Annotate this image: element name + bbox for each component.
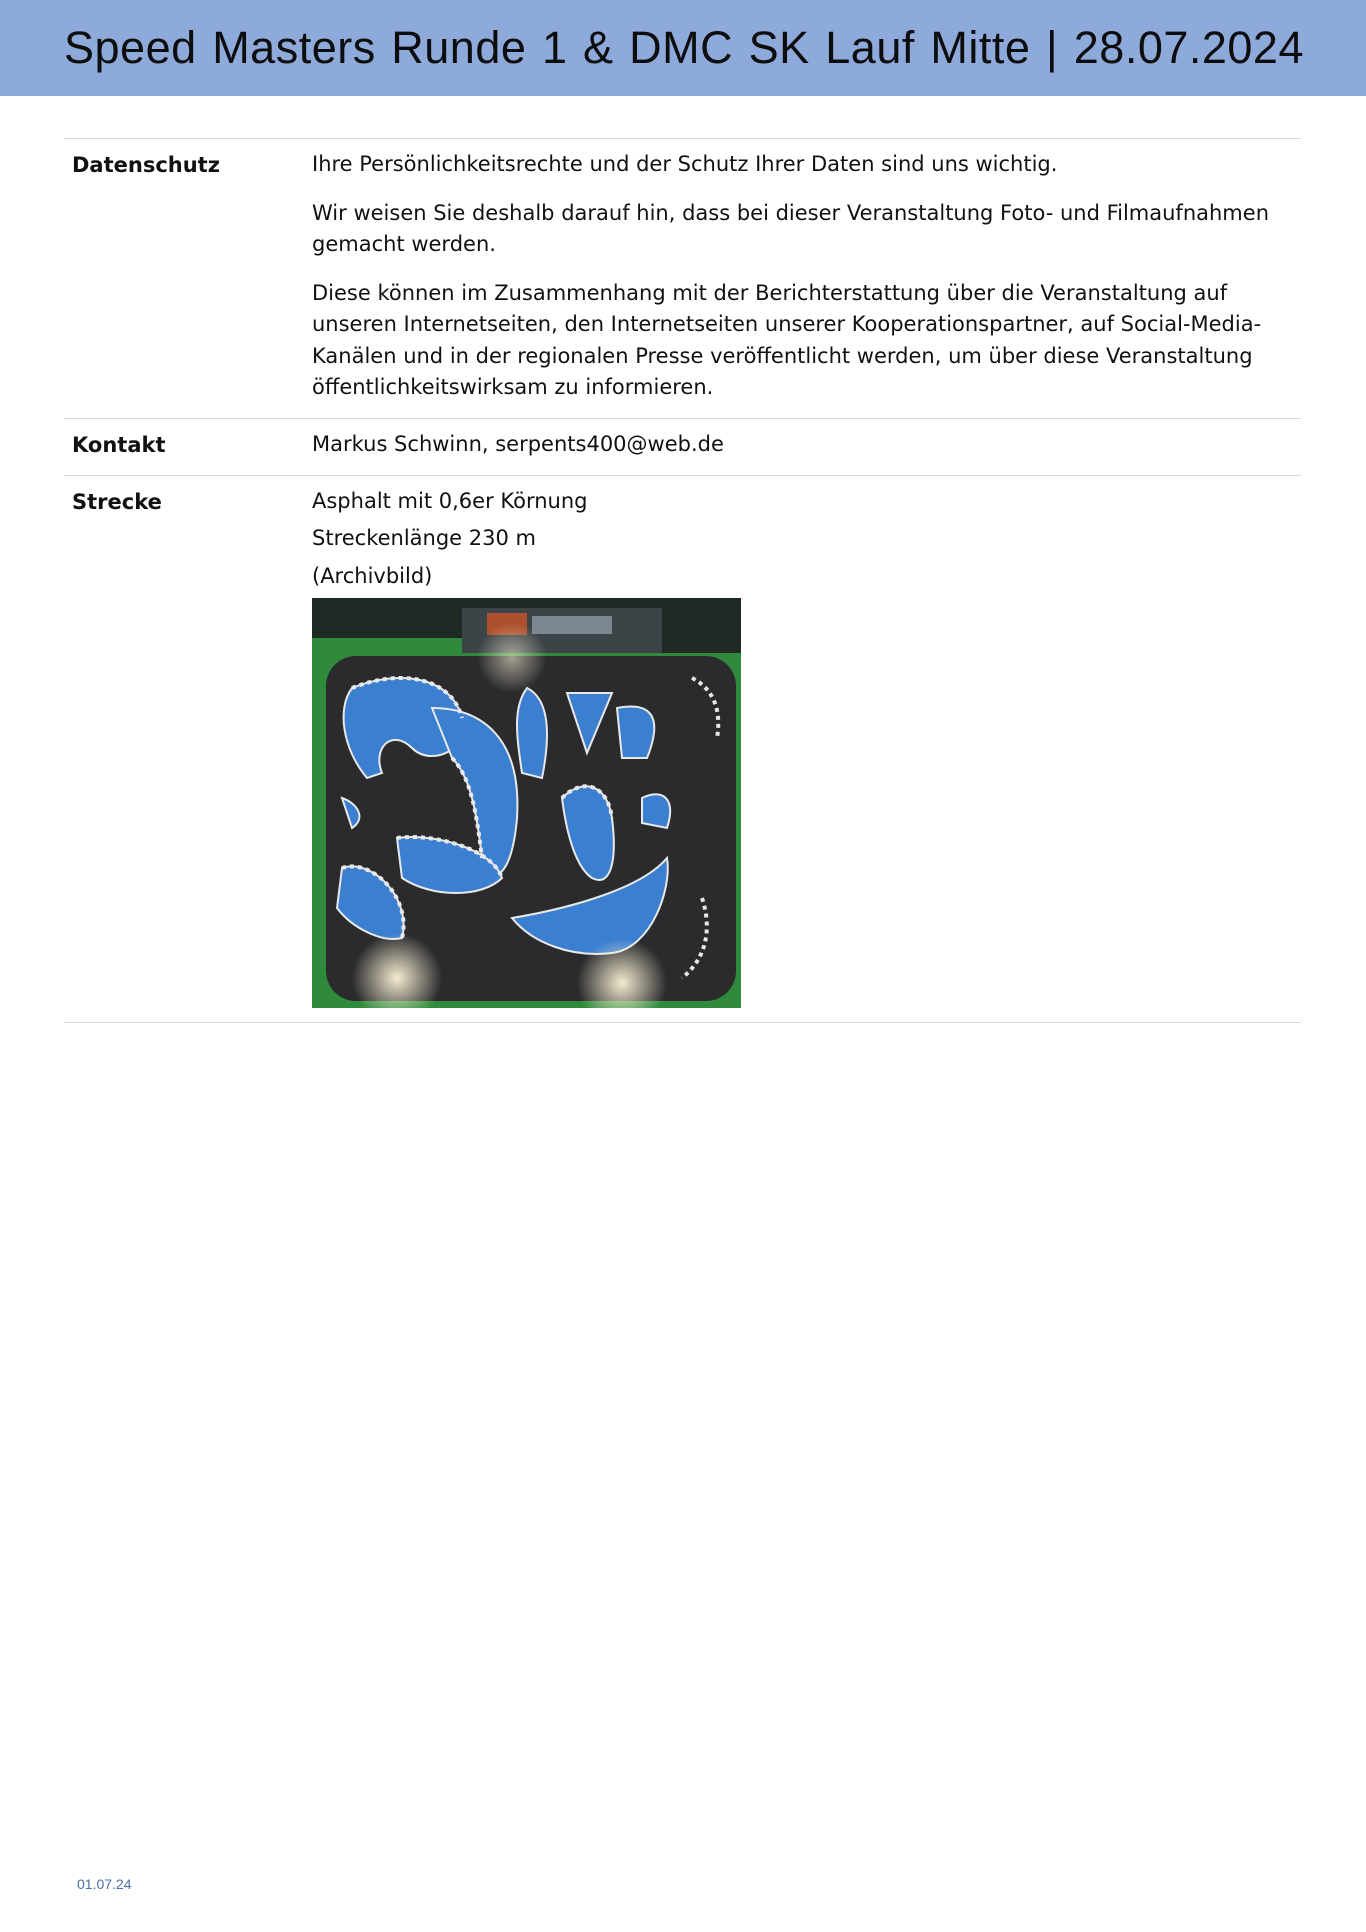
track-surface-text: Asphalt mit 0,6er Körnung xyxy=(312,488,588,513)
privacy-paragraph: Wir weisen Sie deshalb darauf hin, dass bei dieser Veranstaltung Foto- und Filmaufnahmen gemacht werden. xyxy=(312,200,1269,256)
contact-value: Markus Schwinn, serpents400@web.de xyxy=(312,431,724,456)
row-kontakt xyxy=(64,419,1301,476)
track-length-text: Streckenlänge 230 m xyxy=(312,526,536,550)
title-word: Speed xyxy=(64,22,197,73)
info-table xyxy=(64,138,1301,1023)
row-label-datenschutz: Datenschutz xyxy=(72,153,220,177)
row-label-kontakt: Kontakt xyxy=(72,432,166,457)
row-label-strecke: Strecke xyxy=(72,489,162,514)
title-word: | xyxy=(1046,22,1059,73)
row-strecke xyxy=(64,476,1301,1024)
privacy-paragraph: Ihre Persönlichkeitsrechte und der Schutz Ihrer Daten sind uns wichtig. xyxy=(312,152,1058,176)
title-word: Runde xyxy=(391,22,527,73)
row-value-datenschutz xyxy=(312,149,1301,404)
title-word: SK xyxy=(748,22,810,73)
title-word: Lauf xyxy=(825,22,915,73)
title-word: Mitte xyxy=(930,22,1031,73)
footer-date: 01.07.24 xyxy=(77,1876,132,1892)
archive-photo-caption: (Archivbild) xyxy=(312,563,433,588)
privacy-paragraph: Diese können im Zusammenhang mit der Berichterstattung über die Veranstaltung auf unseren Internetseiten, den Internetseiten unserer Kooperationspartner, auf Social-Media-Kanälen und in der regionalen Presse veröffentlicht werden, um über diese Veranstaltung öffentlichkeitswirksam zu informieren. xyxy=(312,280,1262,399)
row-datenschutz xyxy=(64,139,1301,419)
title-word: & xyxy=(583,22,614,73)
page-title xyxy=(64,0,1304,96)
track-photo xyxy=(312,598,741,1008)
title-word: 1 xyxy=(541,22,568,73)
title-word: Masters xyxy=(212,22,376,73)
row-value-strecke xyxy=(312,486,1301,1009)
title-word: 28.07.2024 xyxy=(1073,22,1304,73)
title-word: DMC xyxy=(629,22,734,73)
